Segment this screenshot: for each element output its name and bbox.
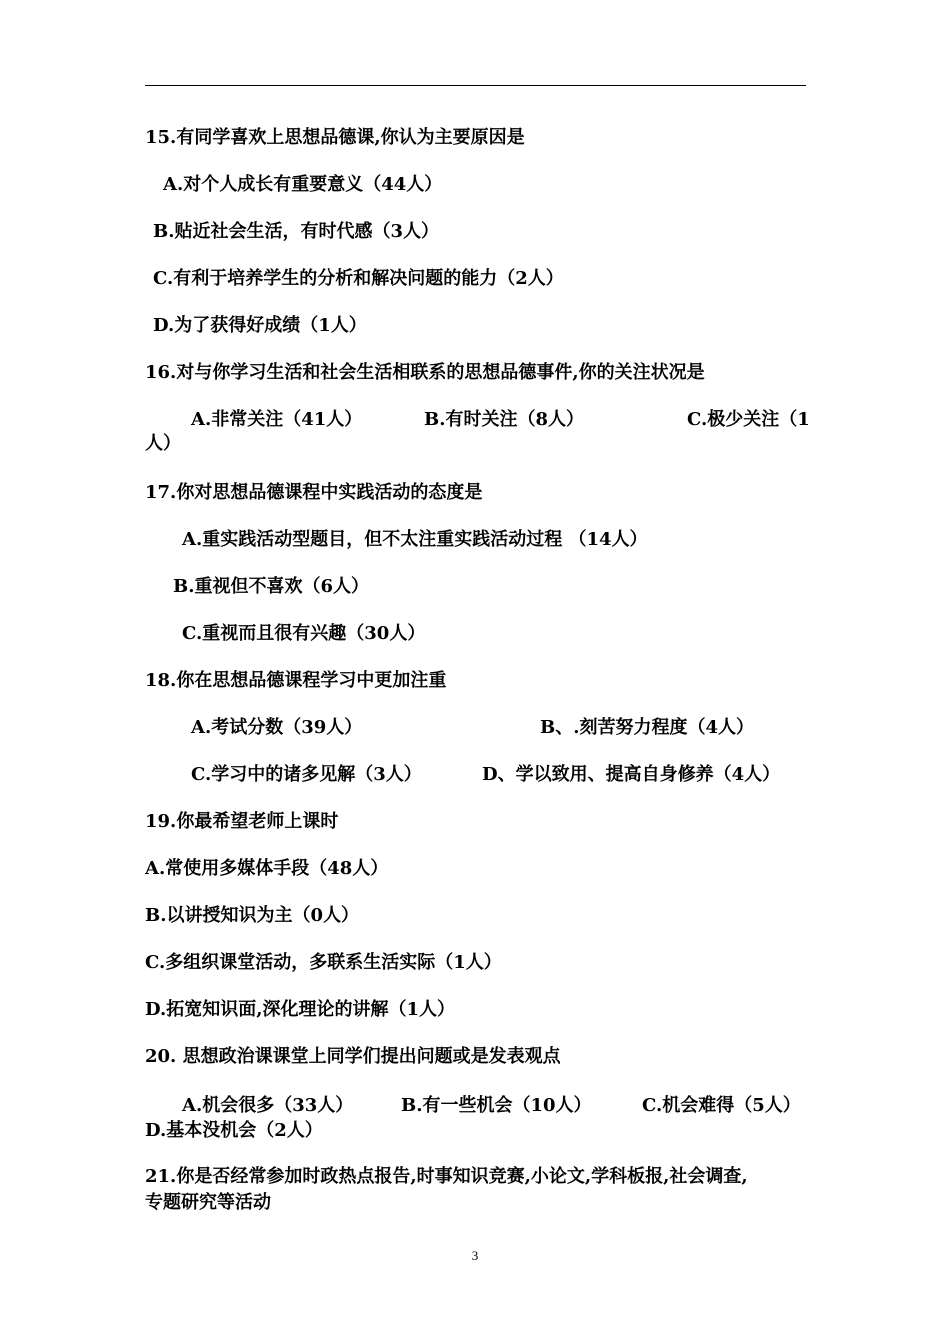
q20-option-a: A.机会很多（33人） bbox=[182, 1095, 354, 1116]
question-15: 15.有同学喜欢上思想品德课,你认为主要原因是 bbox=[145, 127, 525, 148]
q20-option-b: B.有一些机会（10人） bbox=[401, 1095, 592, 1116]
q20-option-c: C.机会难得（5人） bbox=[642, 1095, 801, 1116]
q18-option-b: B、.刻苦努力程度（4人） bbox=[540, 717, 755, 738]
q15-option-d: D.为了获得好成绩（1人） bbox=[153, 315, 367, 336]
q19-option-d: D.拓宽知识面,深化理论的讲解（1人） bbox=[145, 999, 456, 1020]
q17-option-c: C.重视而且很有兴趣（30人） bbox=[182, 623, 426, 644]
header-rule bbox=[145, 85, 806, 86]
q19-option-c: C.多组织课堂活动，多联系生活实际（1人） bbox=[145, 952, 502, 973]
q18-option-d: D、学以致用、提高自身修养（4人） bbox=[482, 764, 781, 785]
question-21-line-2: 专题研究等活动 bbox=[145, 1192, 271, 1213]
question-16: 16.对与你学习生活和社会生活相联系的思想品德事件,你的关注状况是 bbox=[145, 362, 705, 383]
question-19: 19.你最希望老师上课时 bbox=[145, 811, 339, 832]
question-21-line-1: 21.你是否经常参加时政热点报告,时事知识竞赛,小论文,学科板报,社会调查, bbox=[145, 1166, 748, 1187]
q15-option-a: A.对个人成长有重要意义（44人） bbox=[163, 174, 443, 195]
q20-option-d: D.基本没机会（2人） bbox=[145, 1120, 323, 1141]
page-number: 3 bbox=[471, 1248, 479, 1263]
q16-option-c-continued: 人） bbox=[145, 433, 181, 454]
q17-option-b: B.重视但不喜欢（6人） bbox=[173, 576, 370, 597]
q19-option-a: A.常使用多媒体手段（48人） bbox=[145, 858, 389, 879]
question-20: 20. 思想政治课课堂上同学们提出问题或是发表观点 bbox=[145, 1046, 561, 1067]
q15-option-b: B.贴近社会生活，有时代感（3人） bbox=[153, 221, 440, 242]
q18-option-c: C.学习中的诸多见解（3人） bbox=[191, 764, 422, 785]
q16-option-a: A.非常关注（41人） bbox=[191, 409, 363, 430]
question-17: 17.你对思想品德课程中实践活动的态度是 bbox=[145, 482, 483, 503]
question-18: 18.你在思想品德课程学习中更加注重 bbox=[145, 670, 447, 691]
q16-option-c: C.极少关注（1 bbox=[687, 409, 810, 430]
q19-option-b: B.以讲授知识为主（0人） bbox=[145, 905, 360, 926]
q18-option-a: A.考试分数（39人） bbox=[191, 717, 363, 738]
q15-option-c: C.有利于培养学生的分析和解决问题的能力（2人） bbox=[153, 268, 564, 289]
q17-option-a: A.重实践活动型题目，但不太注重实践活动过程 （14人） bbox=[182, 529, 648, 550]
q16-option-b: B.有时关注（8人） bbox=[424, 409, 585, 430]
